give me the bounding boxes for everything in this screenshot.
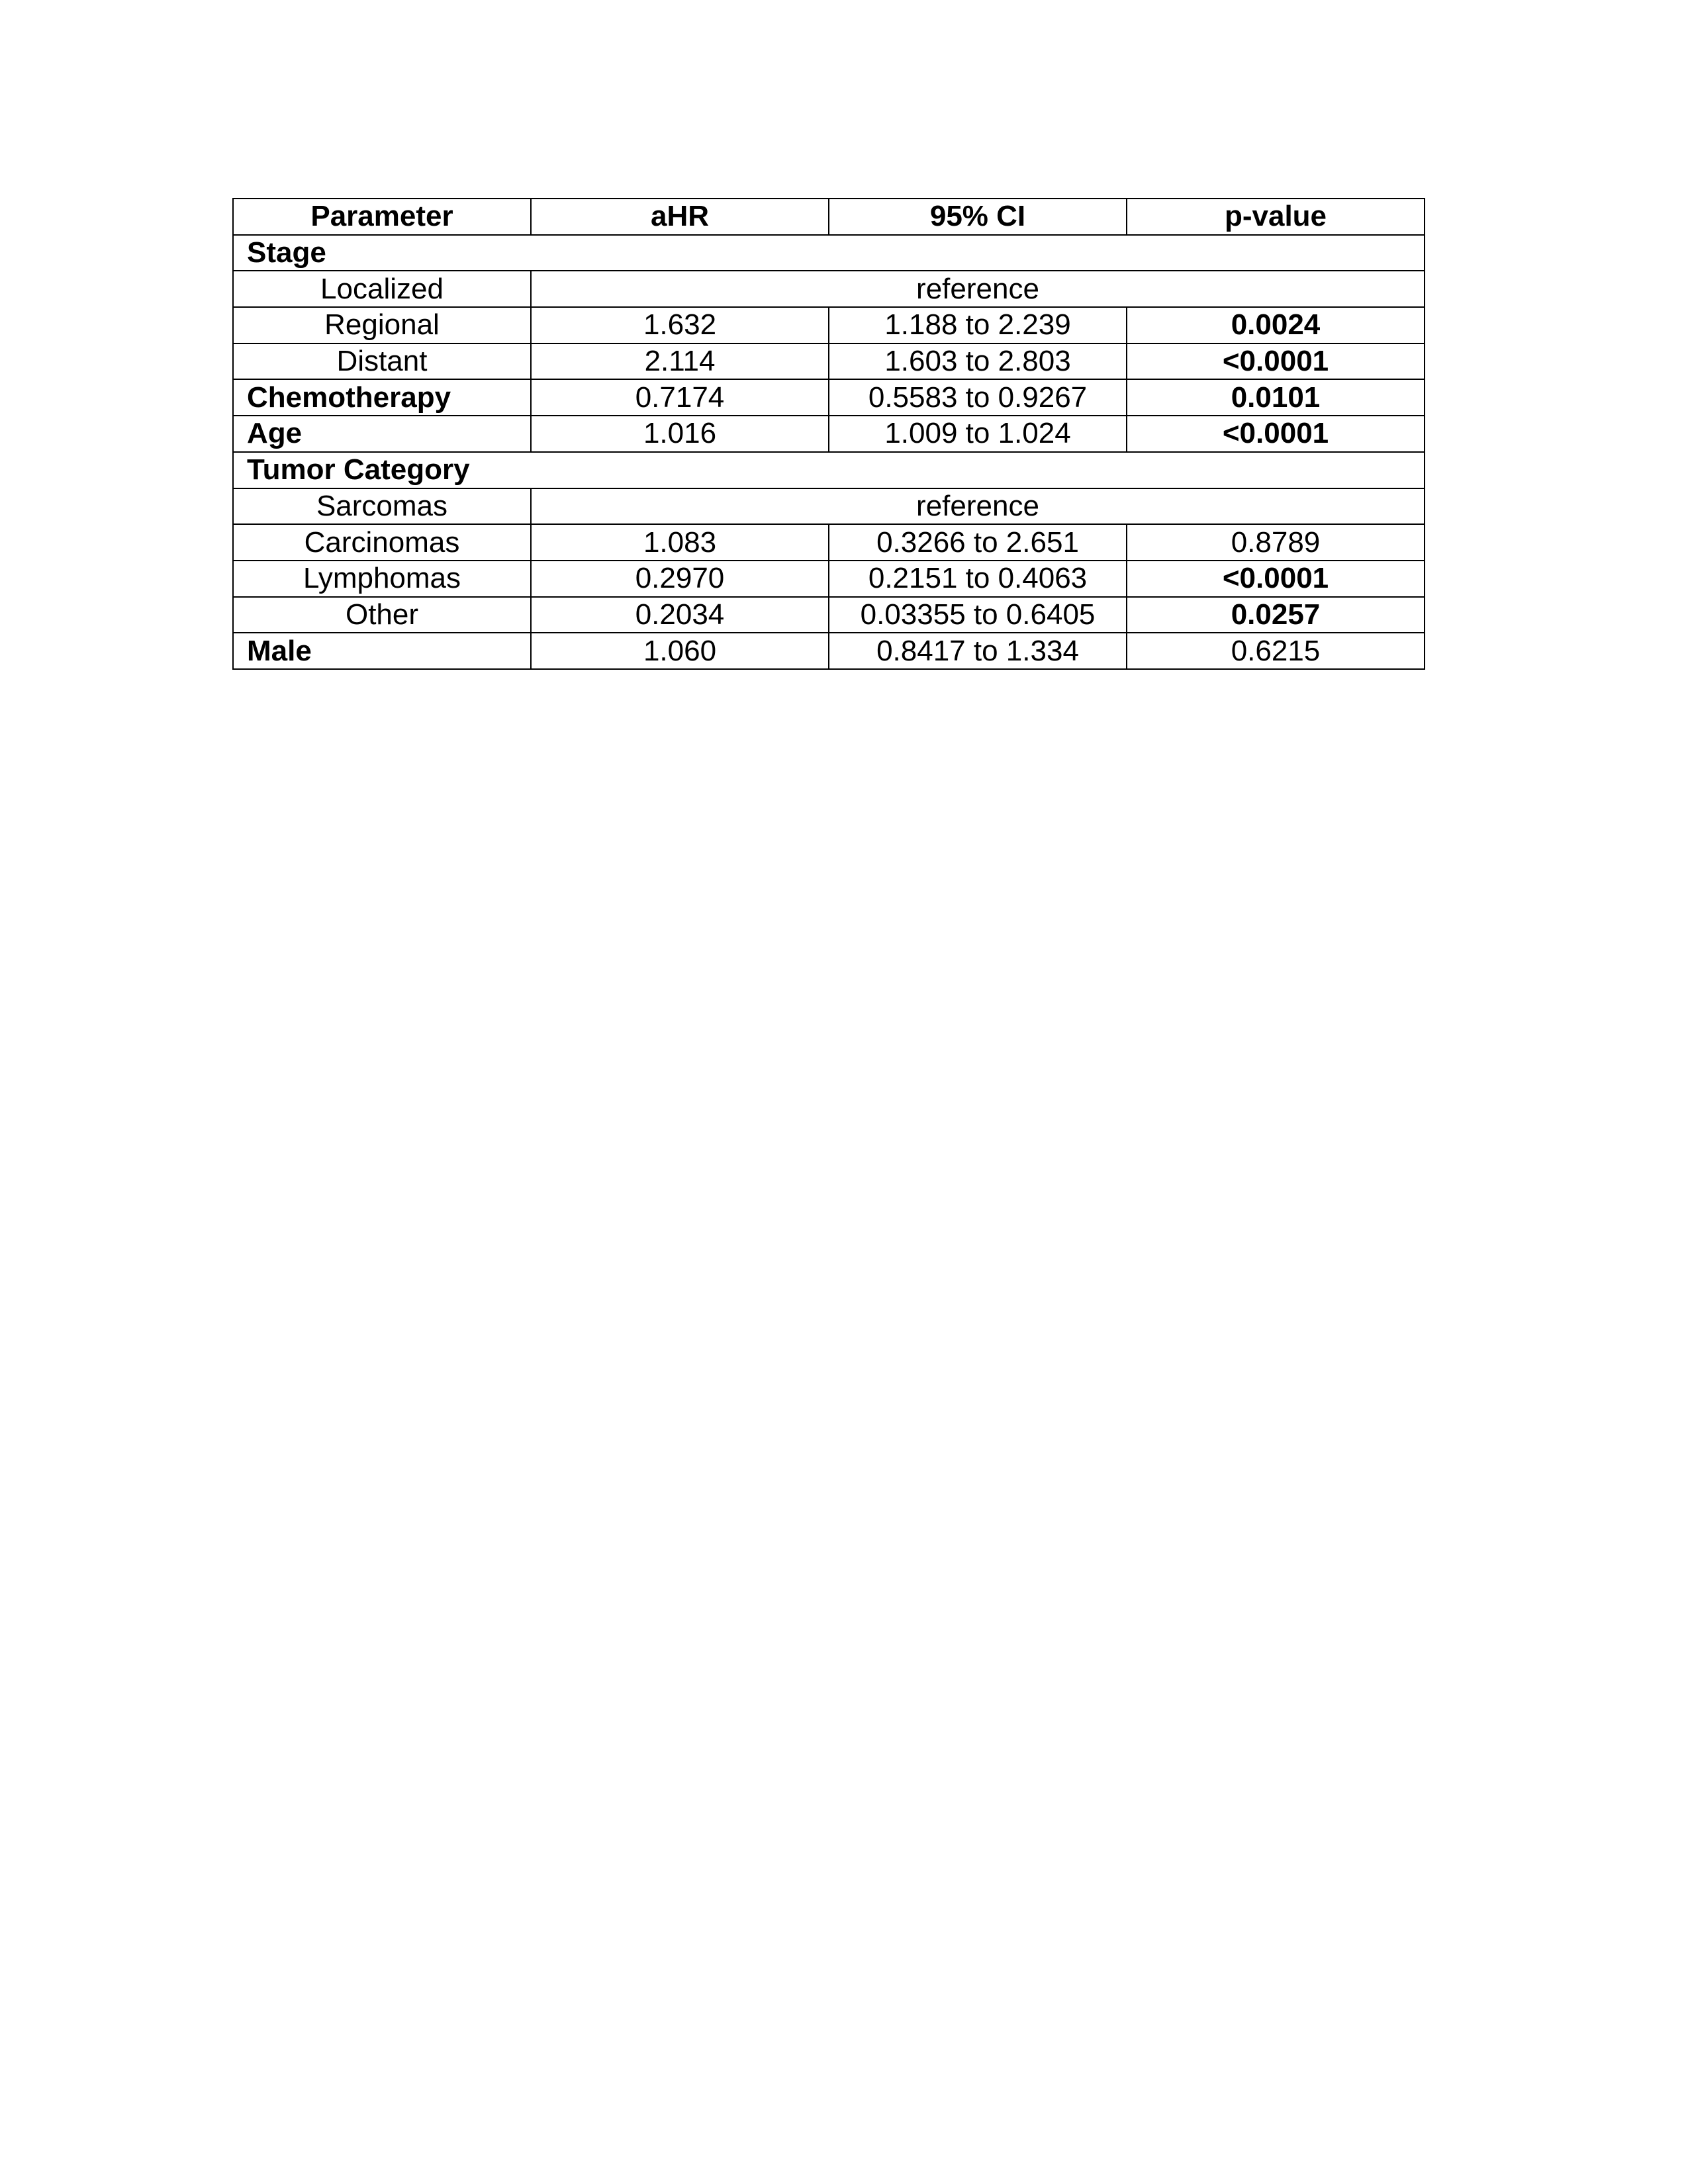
section-label: Stage [233, 235, 1425, 271]
table-row [233, 416, 1425, 452]
p-value-cell: 0.8789 [1127, 524, 1425, 561]
parameter-cell: Regional [233, 307, 531, 343]
table-row [233, 235, 1425, 271]
table-row [233, 524, 1425, 561]
parameter-cell: Chemotherapy [233, 379, 531, 416]
ahr-cell: 1.060 [531, 633, 829, 669]
table-row [233, 633, 1425, 669]
p-value-cell: <0.0001 [1127, 343, 1425, 380]
p-value-cell: 0.0024 [1127, 307, 1425, 343]
ci-cell: 1.188 to 2.239 [829, 307, 1127, 343]
table-row [233, 271, 1425, 307]
header-p-value: p-value [1127, 199, 1425, 235]
table-row [233, 343, 1425, 380]
ci-cell: 0.3266 to 2.651 [829, 524, 1127, 561]
table-header-row [233, 199, 1425, 235]
ci-cell: 0.2151 to 0.4063 [829, 561, 1127, 597]
ahr-cell: 0.7174 [531, 379, 829, 416]
reference-cell: reference [531, 488, 1425, 525]
ahr-cell: 1.632 [531, 307, 829, 343]
parameter-cell: Lymphomas [233, 561, 531, 597]
ci-cell: 1.603 to 2.803 [829, 343, 1127, 380]
parameter-cell: Localized [233, 271, 531, 307]
p-value-cell: 0.0257 [1127, 597, 1425, 633]
parameter-cell: Distant [233, 343, 531, 380]
section-label: Tumor Category [233, 452, 1425, 488]
ci-cell: 0.03355 to 0.6405 [829, 597, 1127, 633]
hazard-ratio-table [232, 198, 1425, 670]
p-value-cell: 0.0101 [1127, 379, 1425, 416]
ci-cell: 0.5583 to 0.9267 [829, 379, 1127, 416]
ci-cell: 1.009 to 1.024 [829, 416, 1127, 452]
table-row [233, 452, 1425, 488]
header-ahr: aHR [531, 199, 829, 235]
ahr-cell: 1.016 [531, 416, 829, 452]
reference-cell: reference [531, 271, 1425, 307]
table-row [233, 307, 1425, 343]
p-value-cell: 0.6215 [1127, 633, 1425, 669]
table-body [233, 235, 1425, 669]
parameter-cell: Carcinomas [233, 524, 531, 561]
header-parameter: Parameter [233, 199, 531, 235]
table-row [233, 379, 1425, 416]
parameter-cell: Age [233, 416, 531, 452]
ahr-cell: 1.083 [531, 524, 829, 561]
header-ci: 95% CI [829, 199, 1127, 235]
p-value-cell: <0.0001 [1127, 416, 1425, 452]
table-row [233, 597, 1425, 633]
ci-cell: 0.8417 to 1.334 [829, 633, 1127, 669]
ahr-cell: 2.114 [531, 343, 829, 380]
table-row [233, 561, 1425, 597]
table-row [233, 488, 1425, 525]
parameter-cell: Sarcomas [233, 488, 531, 525]
ahr-cell: 0.2034 [531, 597, 829, 633]
parameter-cell: Male [233, 633, 531, 669]
parameter-cell: Other [233, 597, 531, 633]
ahr-cell: 0.2970 [531, 561, 829, 597]
p-value-cell: <0.0001 [1127, 561, 1425, 597]
